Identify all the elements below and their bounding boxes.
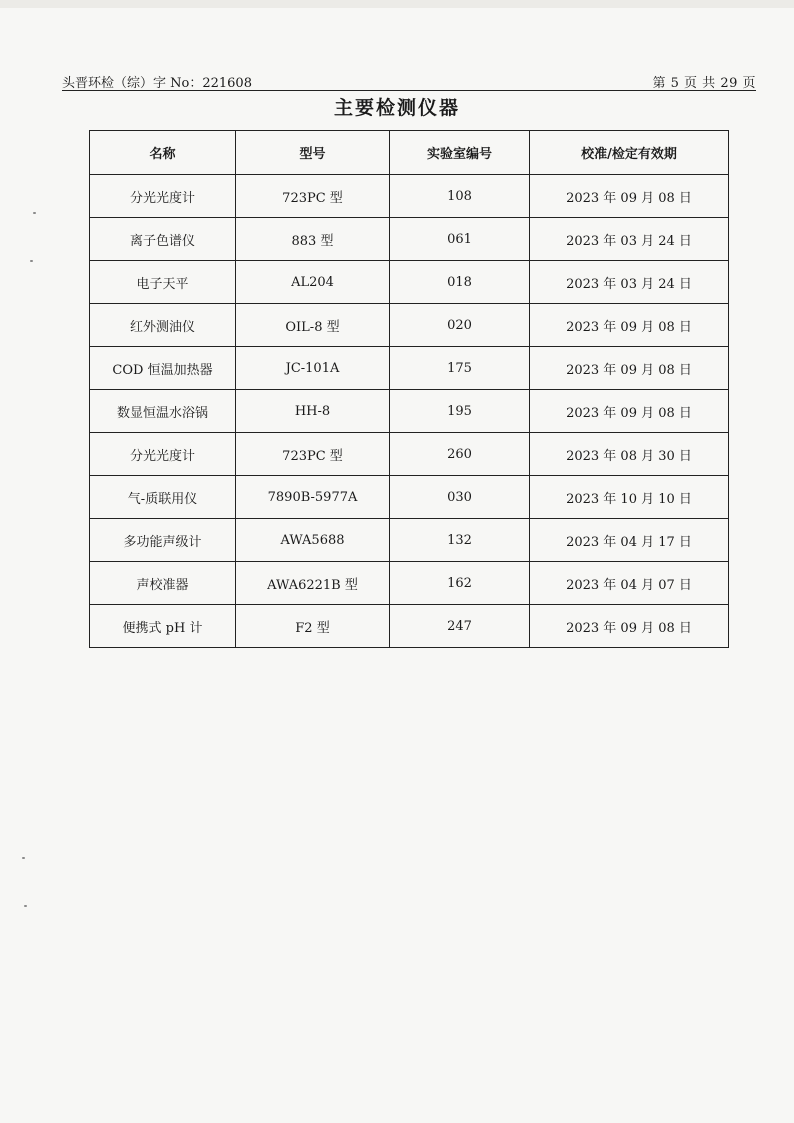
cell-lab-no: 132 [390, 519, 530, 562]
cell-valid-until: 2023 年 09 月 08 日 [530, 347, 729, 390]
cell-valid-until: 2023 年 04 月 07 日 [530, 562, 729, 605]
column-header-lab-no: 实验室编号 [390, 131, 530, 175]
cell-model: AL204 [236, 261, 390, 304]
cell-name: 多功能声级计 [90, 519, 236, 562]
cell-model: 883 型 [236, 218, 390, 261]
instrument-table [89, 130, 729, 648]
page-indicator: 第 5 页 共 29 页 [652, 76, 756, 91]
cell-lab-no: 260 [390, 433, 530, 476]
page-header [62, 72, 756, 92]
cell-model: AWA5688 [236, 519, 390, 562]
table-row [90, 304, 729, 347]
cell-lab-no: 018 [390, 261, 530, 304]
column-header-name: 名称 [90, 131, 236, 175]
page-title: 主要检测仪器 [333, 97, 460, 119]
cell-model: AWA6221B 型 [236, 562, 390, 605]
scan-speck [22, 857, 25, 859]
cell-name: 便携式 pH 计 [90, 605, 236, 648]
table-row [90, 476, 729, 519]
scan-speck [33, 212, 36, 214]
cell-lab-no: 247 [390, 605, 530, 648]
cell-name: 数显恒温水浴锅 [90, 390, 236, 433]
cell-lab-no: 175 [390, 347, 530, 390]
cell-name: 离子色谱仪 [90, 218, 236, 261]
cell-name: 声校准器 [90, 562, 236, 605]
cell-model: F2 型 [236, 605, 390, 648]
cell-valid-until: 2023 年 09 月 08 日 [530, 605, 729, 648]
cell-model: JC-101A [236, 347, 390, 390]
cell-lab-no: 030 [390, 476, 530, 519]
table-row [90, 519, 729, 562]
header-divider [62, 90, 756, 91]
scan-edge [0, 0, 794, 8]
cell-model: 723PC 型 [236, 433, 390, 476]
cell-lab-no: 020 [390, 304, 530, 347]
table-row [90, 390, 729, 433]
table-row [90, 433, 729, 476]
cell-model: 7890B-5977A [236, 476, 390, 519]
table-row [90, 347, 729, 390]
scan-speck [24, 905, 27, 907]
cell-valid-until: 2023 年 09 月 08 日 [530, 304, 729, 347]
cell-valid-until: 2023 年 10 月 10 日 [530, 476, 729, 519]
cell-name: 分光光度计 [90, 175, 236, 218]
cell-name: 分光光度计 [90, 433, 236, 476]
table-row [90, 261, 729, 304]
table-row [90, 605, 729, 648]
cell-name: COD 恒温加热器 [90, 347, 236, 390]
cell-valid-until: 2023 年 09 月 08 日 [530, 175, 729, 218]
cell-model: OIL-8 型 [236, 304, 390, 347]
table-header-row [90, 131, 729, 175]
cell-valid-until: 2023 年 03 月 24 日 [530, 261, 729, 304]
cell-lab-no: 195 [390, 390, 530, 433]
cell-name: 红外测油仪 [90, 304, 236, 347]
cell-name: 气-质联用仪 [90, 476, 236, 519]
cell-valid-until: 2023 年 09 月 08 日 [530, 390, 729, 433]
table-body [90, 175, 729, 648]
cell-valid-until: 2023 年 03 月 24 日 [530, 218, 729, 261]
table-row [90, 562, 729, 605]
cell-valid-until: 2023 年 08 月 30 日 [530, 433, 729, 476]
column-header-valid-until: 校准/检定有效期 [530, 131, 729, 175]
cell-valid-until: 2023 年 04 月 17 日 [530, 519, 729, 562]
cell-model: 723PC 型 [236, 175, 390, 218]
scan-speck [30, 260, 33, 262]
document-number: 头晋环检（综）字 No：221608 [62, 76, 252, 91]
cell-name: 电子天平 [90, 261, 236, 304]
cell-lab-no: 061 [390, 218, 530, 261]
table-row [90, 218, 729, 261]
column-header-model: 型号 [236, 131, 390, 175]
cell-lab-no: 108 [390, 175, 530, 218]
cell-lab-no: 162 [390, 562, 530, 605]
table-row [90, 175, 729, 218]
cell-model: HH-8 [236, 390, 390, 433]
